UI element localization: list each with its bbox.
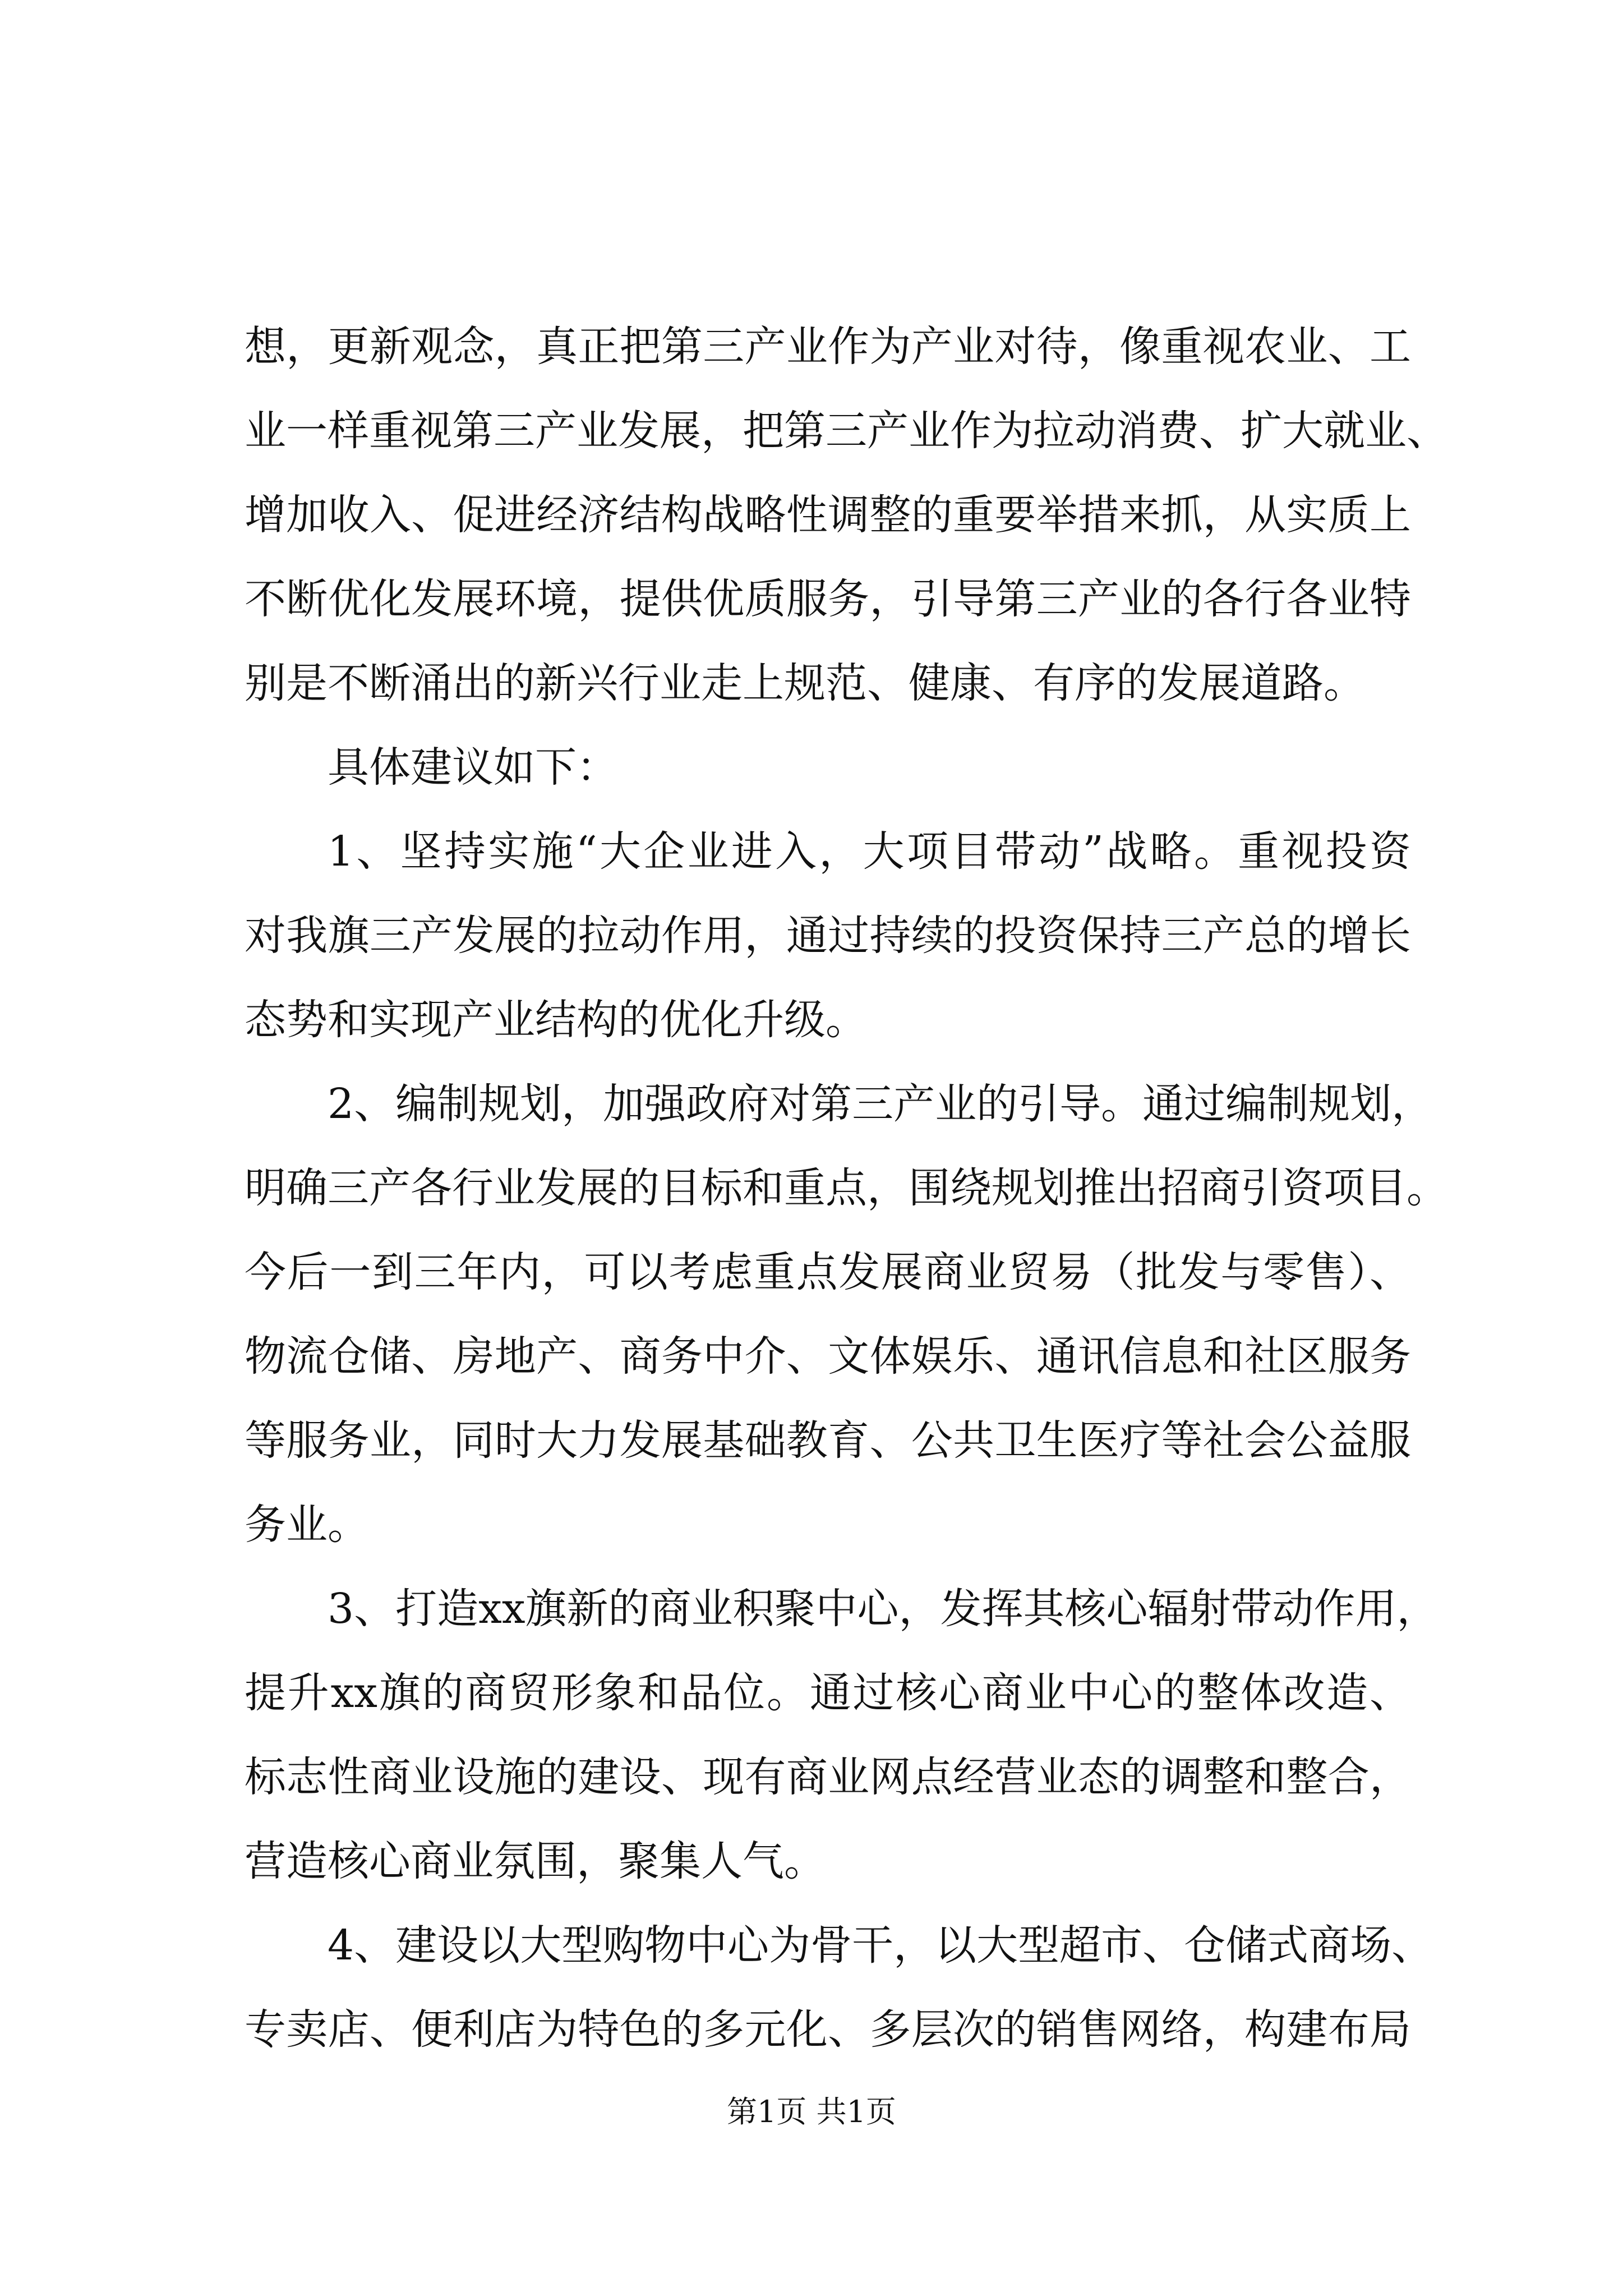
text-line: 标志性商业设施的建设、现有商业网点经营业态的调整和整合，	[245, 1753, 1411, 1801]
text-line: 等服务业，同时大力发展基础教育、公共卫生医疗等社会公益服	[245, 1416, 1411, 1465]
text-line: 对我旗三产发展的拉动作用，通过持续的投资保持三产总的增长	[245, 912, 1411, 960]
text-line: 今后一到三年内，可以考虑重点发展商业贸易（批发与零售）、	[245, 1248, 1411, 1296]
text-line: 别是不断涌出的新兴行业走上规范、健康、有序的发展道路。	[245, 659, 1365, 707]
text-line: 明确三产各行业发展的目标和重点，围绕规划推出招商引资项目。	[245, 1164, 1448, 1212]
text-line: 具体建议如下：	[328, 743, 618, 792]
text-line: 业一样重视第三产业发展，把第三产业作为拉动消费、扩大就业、	[245, 407, 1448, 455]
text-line: 想，更新观念，真正把第三产业作为产业对待，像重视农业、工	[245, 323, 1411, 371]
text-line: 增加收入、促进经济结构战略性调整的重要举措来抓，从实质上	[245, 491, 1411, 539]
text-line: 1、坚持实施“大企业进入，大项目带动”战略。重视投资	[328, 827, 1411, 876]
text-line: 物流仓储、房地产、商务中介、文体娱乐、通讯信息和社区服务	[245, 1332, 1411, 1381]
page-number: 第1页 共1页	[727, 2094, 896, 2129]
text-line: 态势和实现产业结构的优化升级。	[245, 996, 867, 1044]
text-line: 务业。	[245, 1501, 369, 1549]
text-line: 提升xx旗的商贸形象和品位。通过核心商业中心的整体改造、	[245, 1669, 1411, 1717]
text-line: 2、编制规划，加强政府对第三产业的引导。通过编制规划，	[328, 1080, 1433, 1128]
text-line: 4、建设以大型购物中心为骨干，以大型超市、仓储式商场、	[328, 1921, 1433, 1970]
text-line: 专卖店、便利店为特色的多元化、多层次的销售网络，构建布局	[245, 2005, 1411, 2054]
text-line: 3、打造xx旗新的商业积聚中心，发挥其核心辐射带动作用，	[328, 1585, 1438, 1633]
text-line: 不断优化发展环境，提供优质服务，引导第三产业的各行各业特	[245, 575, 1411, 623]
text-line: 营造核心商业氛围，聚集人气。	[245, 1837, 826, 1885]
